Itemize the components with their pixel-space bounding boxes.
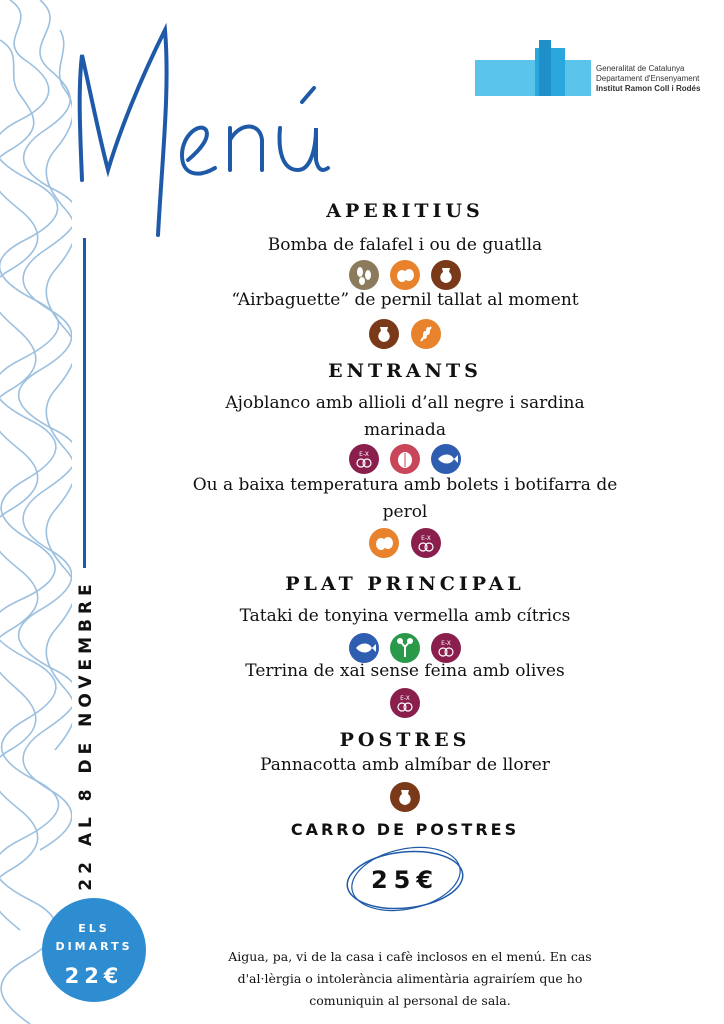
tuesday-badge <box>42 898 146 1002</box>
wave-pattern <box>0 0 72 1024</box>
footnote-line-3: comuniquin al personal de sala. <box>309 993 511 1008</box>
date-range: 22 AL 8 DE NOVEMBRE <box>76 579 96 891</box>
price-box <box>340 842 470 914</box>
dish-ajoblanco <box>170 390 640 444</box>
egg-icon <box>369 528 399 558</box>
milk-icon <box>390 782 420 812</box>
footnote-line-2: d'al·lèrgia o intolerància alimentària agrairíem que ho <box>237 971 583 986</box>
allergen-icons <box>200 528 610 560</box>
badge-line-1: ELS <box>78 922 110 935</box>
dish-ou-baixa-temperatura <box>170 472 640 526</box>
logo-line-1: Generalitat de Catalunya <box>596 64 685 73</box>
carro-de-postres: CARRO DE POSTRES <box>290 820 520 839</box>
sulfite-icon <box>390 688 420 718</box>
egg-icon <box>390 260 420 290</box>
sulfite-icon <box>411 528 441 558</box>
allergen-icons <box>200 688 610 720</box>
dish-terrina: Terrina de xai sense feina amb olives <box>245 661 565 681</box>
milk-icon <box>369 319 399 349</box>
nuts-icon <box>390 444 420 474</box>
vertical-divider <box>83 238 86 568</box>
sulfite-label: E-X <box>420 535 431 542</box>
logo-line-3: Institut Ramon Coll i Rodés <box>596 84 701 93</box>
price: 25€ <box>370 866 440 894</box>
sesame-icon <box>349 260 379 290</box>
milk-icon <box>431 260 461 290</box>
sulfite-label: E-X <box>400 695 410 702</box>
footnote-line-1: Aigua, pa, vi de la casa i cafè inclosos en el menú. En cas <box>228 949 592 964</box>
dish-airbaguette: “Airbaguette” de pernil tallat al moment <box>231 290 579 310</box>
footnote <box>210 946 610 1012</box>
menu-title <box>70 10 370 260</box>
heading-entrants: ENTRANTS <box>328 360 482 382</box>
allergen-icons <box>200 319 610 351</box>
menu-title-text: Menú <box>220 255 223 256</box>
dish-ajoblanco-line-1: Ajoblanco amb allioli d’all negre i sardina <box>225 393 585 413</box>
fish-icon <box>431 444 461 474</box>
heading-plat-principal: PLAT PRINCIPAL <box>285 573 525 595</box>
dish-bomba-falafel: Bomba de falafel i ou de guatlla <box>267 235 543 255</box>
gluten-icon <box>411 319 441 349</box>
sulfite-label: E-X <box>441 640 451 647</box>
dish-ou-line-2: perol <box>382 502 428 522</box>
logo-line-2: Departament d'Ensenyament <box>596 74 700 83</box>
allergen-icons <box>200 782 610 814</box>
dish-pannacotta: Pannacotta amb almíbar de llorer <box>260 755 550 775</box>
badge-price: 22€ <box>64 964 124 988</box>
sulfite-label: E-X <box>359 451 369 458</box>
logo-text <box>596 64 700 94</box>
dish-ajoblanco-line-2: marinada <box>364 420 446 440</box>
dish-ou-line-1: Ou a baixa temperatura amb bolets i botifarra de <box>192 475 618 495</box>
badge-line-2: DIMARTS <box>55 940 133 953</box>
heading-aperitius: APERITIUS <box>326 200 484 222</box>
heading-postres: POSTRES <box>339 729 471 751</box>
sulfite-icon <box>349 444 379 474</box>
dish-tataki: Tataki de tonyina vermella amb cítrics <box>239 606 571 626</box>
